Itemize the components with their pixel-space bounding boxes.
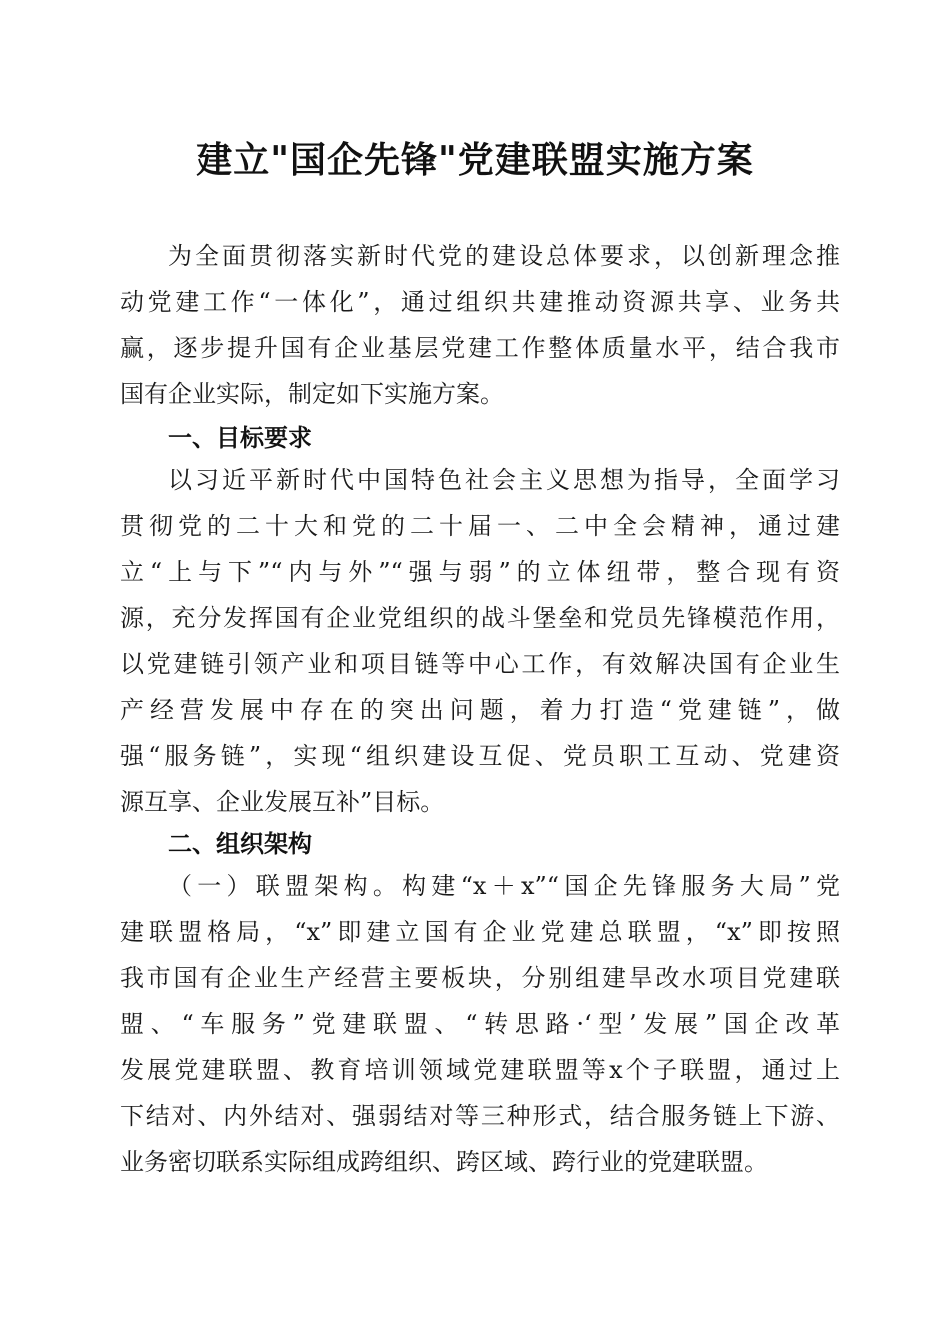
section2-line: 下结对、内外结对、强弱结对等三种形式，结合服务链上下游、 <box>120 1102 840 1130</box>
document-title: 建立"国企先锋"党建联盟实施方案 <box>196 139 754 181</box>
section1-line: 贯彻党的二十大和党的二十届一、二中全会精神，通过建 <box>120 512 840 540</box>
section-heading-goals: 一、目标要求 <box>168 424 312 452</box>
intro-line: 为全面贯彻落实新时代党的建设总体要求，以创新理念推 <box>168 242 840 270</box>
intro-line: 动党建工作“一体化”，通过组织共建推动资源共享、业务共 <box>120 288 840 316</box>
section1-line: 源互享、企业发展互补”目标。 <box>120 788 445 816</box>
section1-line: 以党建链引领产业和项目链等中心工作，有效解决国有企业生 <box>120 650 840 678</box>
section2-line: （一）联盟架构。构建“x＋x”“国企先锋服务大局”党 <box>168 872 840 900</box>
section2-line: 业务密切联系实际组成跨组织、跨区域、跨行业的党建联盟。 <box>120 1148 768 1176</box>
intro-line: 国有企业实际，制定如下实施方案。 <box>120 380 504 408</box>
section1-line: 强“服务链”，实现“组织建设互促、党员职工互动、党建资 <box>120 742 840 770</box>
intro-line: 赢，逐步提升国有企业基层党建工作整体质量水平，结合我市 <box>120 334 840 362</box>
section-heading-organization: 二、组织架构 <box>168 830 312 858</box>
section2-line: 发展党建联盟、教育培训领域党建联盟等x个子联盟，通过上 <box>120 1056 840 1084</box>
section2-line: 我市国有企业生产经营主要板块，分别组建旱改水项目党建联 <box>120 964 840 992</box>
section1-line: 以习近平新时代中国特色社会主义思想为指导，全面学习 <box>168 466 840 494</box>
section2-line: 盟、“车服务”党建联盟、“转思路·‘型’发展”国企改革 <box>120 1010 840 1038</box>
section2-line: 建联盟格局，“x”即建立国有企业党建总联盟，“x”即按照 <box>120 918 840 946</box>
section1-line: 源，充分发挥国有企业党组织的战斗堡垒和党员先锋模范作用， <box>120 604 840 632</box>
section1-line: 立“上与下”“内与外”“强与弱”的立体纽带，整合现有资 <box>120 558 840 586</box>
section1-line: 产经营发展中存在的突出问题，着力打造“党建链”，做 <box>120 696 840 724</box>
